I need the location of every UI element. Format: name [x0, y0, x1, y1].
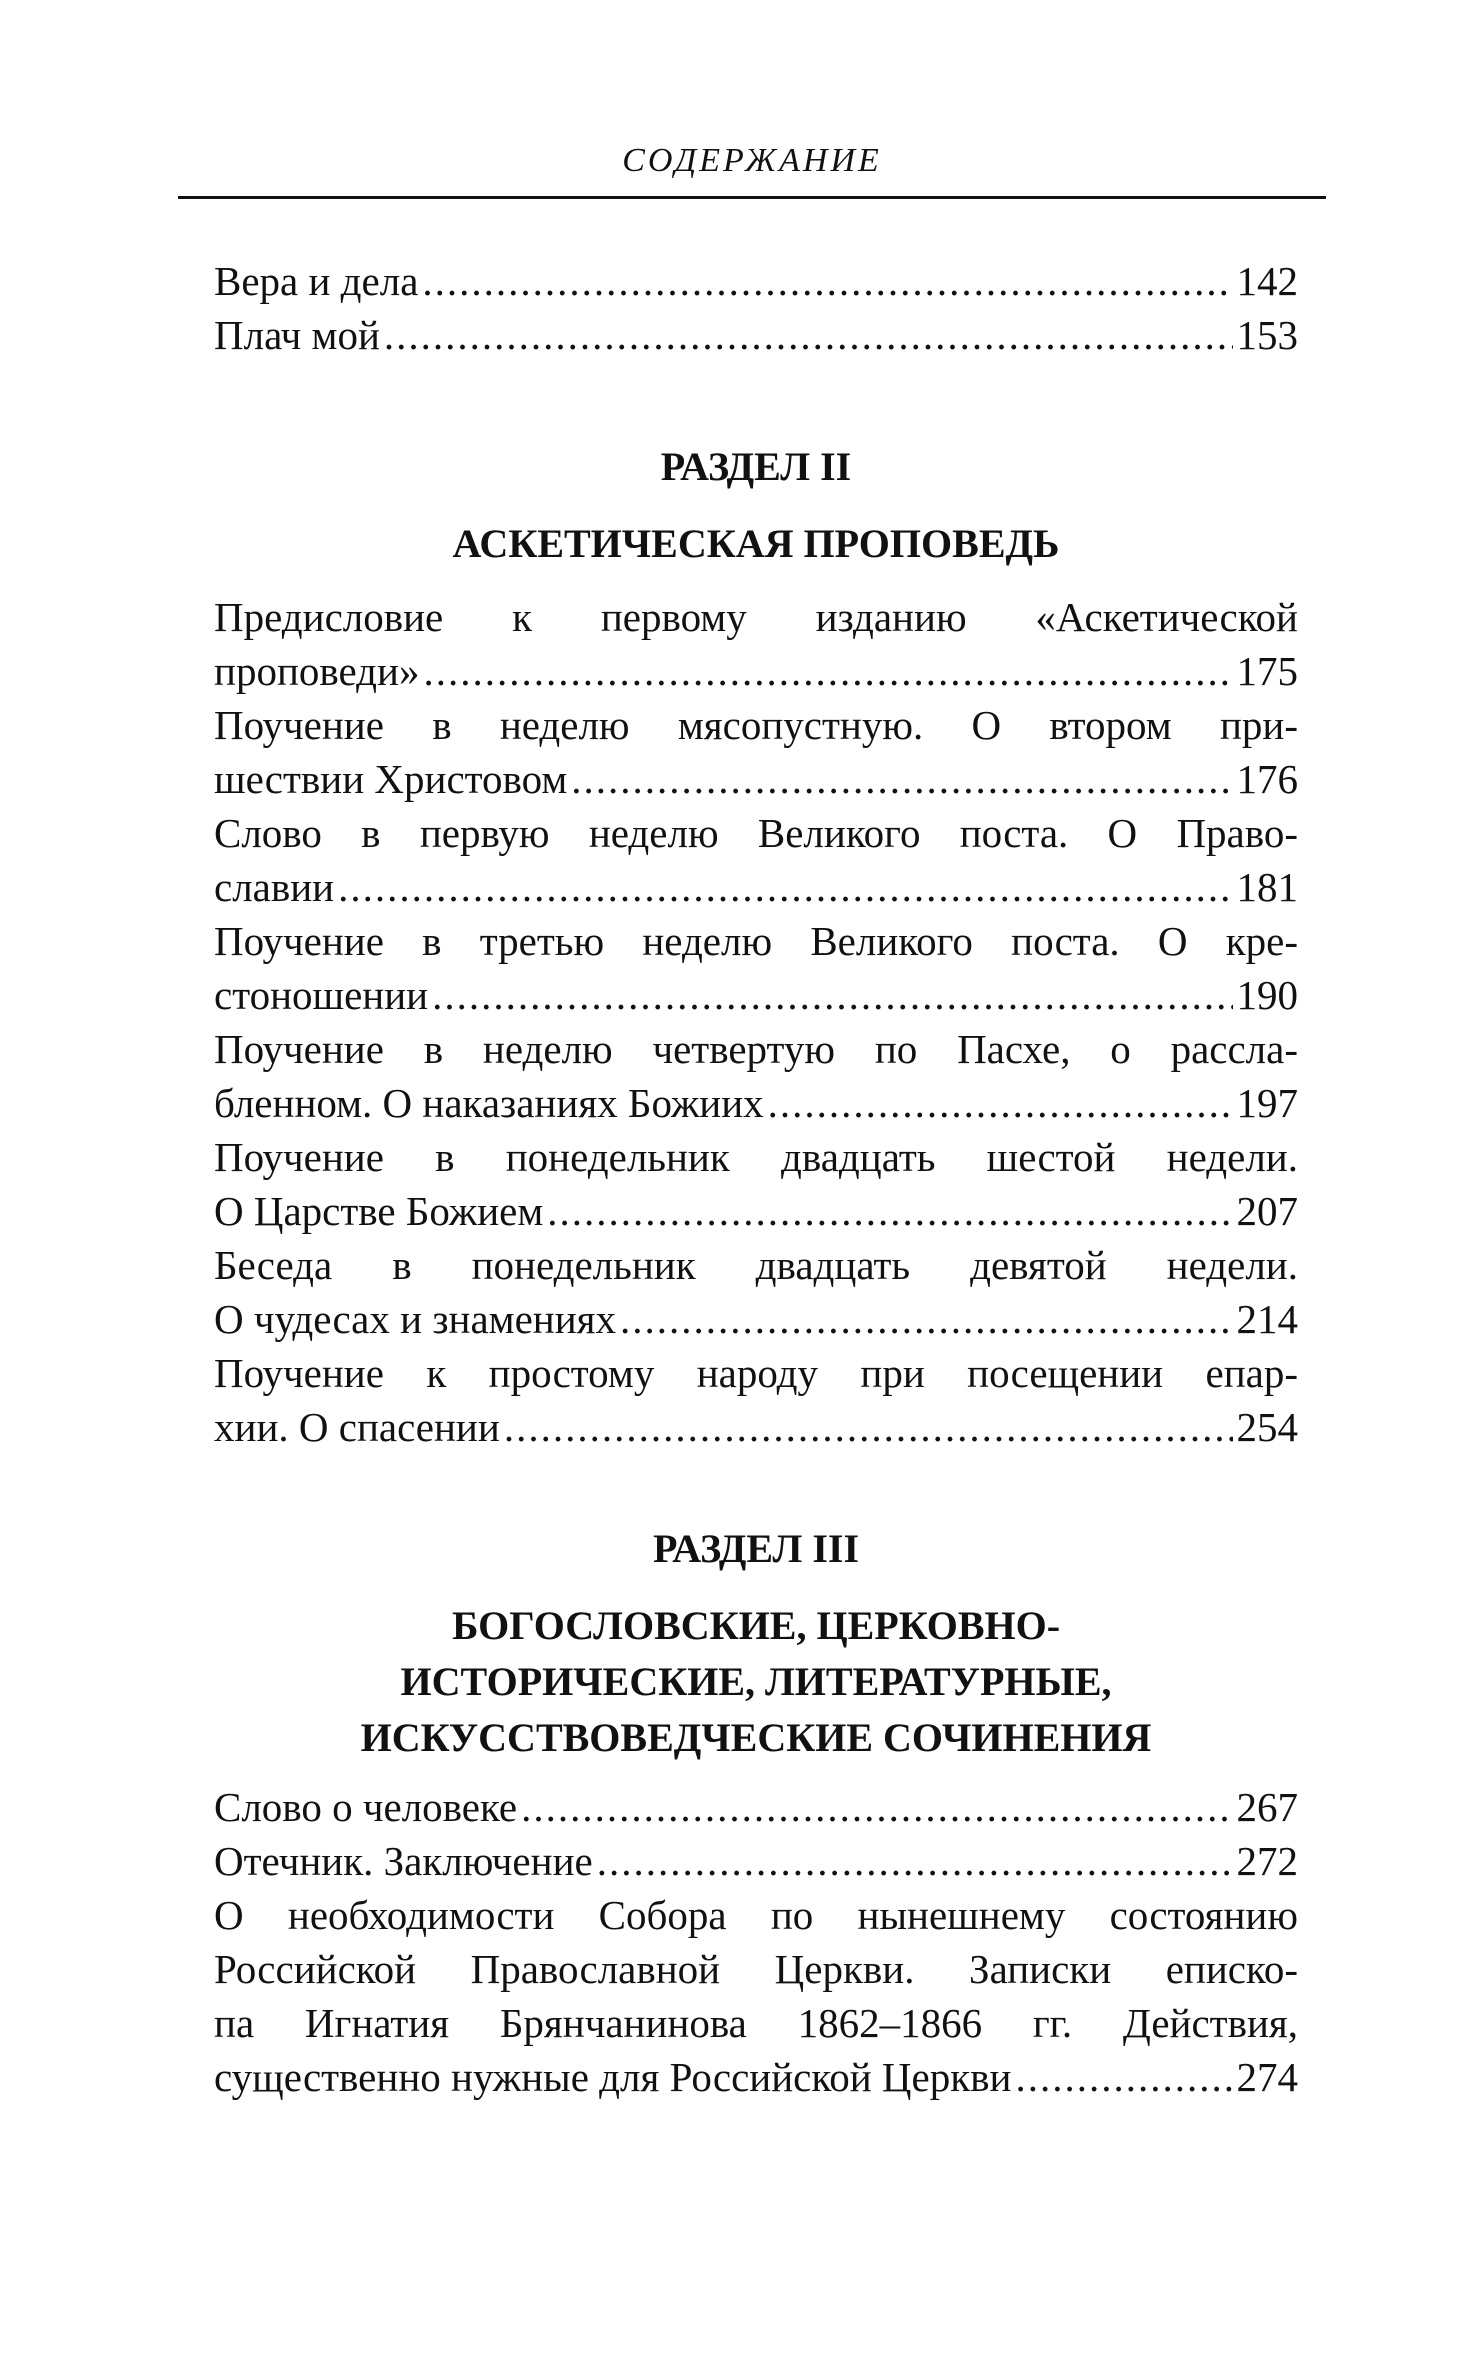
dot-leader [422, 254, 1232, 308]
page-number: 272 [1236, 1838, 1298, 1884]
toc-block-section-3 [214, 1780, 1298, 2104]
toc-entry[interactable] [214, 806, 1298, 914]
toc-entry[interactable] [214, 1130, 1298, 1238]
toc-entry-line: Плач мой ..... 153 [214, 308, 1298, 362]
toc-entry[interactable] [214, 1022, 1298, 1130]
toc-entry-line: Поучение в понедельник двадцать шестой недели. [214, 1134, 1298, 1180]
toc-entry[interactable] [214, 1834, 1298, 1888]
page-number: 176 [1236, 756, 1298, 802]
dot-leader [597, 1834, 1233, 1888]
toc-entry-line: Российской Православной Церкви. Записки еписко- [214, 1946, 1298, 1992]
section-3 [214, 1522, 1298, 1766]
page-number: 274 [1236, 2054, 1298, 2100]
dot-leader [768, 1076, 1233, 1130]
toc-entry-line: Вера и дела ..... 142 [214, 254, 1298, 308]
toc-entry-line: Поучение в третью неделю Великого поста. О кре- [214, 918, 1298, 964]
dot-leader [504, 1400, 1233, 1454]
section-title [214, 1598, 1298, 1766]
page-number: 207 [1236, 1188, 1298, 1234]
toc-entry[interactable] [214, 308, 1298, 362]
page-number: 175 [1236, 648, 1298, 694]
toc-entry-line: хии. О спасении ..... 254 [214, 1400, 1298, 1454]
page-number: 153 [1236, 312, 1298, 358]
toc-entry-line: проповеди» ..... 175 [214, 644, 1298, 698]
dot-leader [1015, 2050, 1232, 2104]
section-2 [214, 440, 1298, 572]
page-number: 181 [1236, 864, 1298, 910]
section-title: АСКЕТИЧЕСКАЯ ПРОПОВЕДЬ [452, 521, 1060, 566]
toc-entry[interactable] [214, 1888, 1298, 2104]
page-number: 197 [1236, 1080, 1298, 1126]
page-number: 254 [1236, 1404, 1298, 1450]
header-rule [178, 196, 1326, 199]
toc-entry-line: Поучение к простому народу при посещении епар- [214, 1350, 1298, 1396]
toc-block-top [214, 254, 1298, 362]
dot-leader [338, 860, 1232, 914]
toc-entry-line: Поучение в неделю четвертую по Пасхе, о рассла- [214, 1026, 1298, 1072]
toc-entry-line: Предисловие к первому изданию «Аскетической [214, 594, 1298, 640]
toc-entry[interactable] [214, 1238, 1298, 1346]
section-title-line: БОГОСЛОВСКИЕ, ЦЕРКОВНО- [451, 1603, 1061, 1648]
dot-leader [521, 1780, 1232, 1834]
toc-entry[interactable] [214, 590, 1298, 698]
toc-entry[interactable] [214, 914, 1298, 1022]
toc-entry-line: существенно нужные для Российской Церкви ..... 274 [214, 2050, 1298, 2104]
toc-entry[interactable] [214, 1780, 1298, 1834]
toc-entry-line: О Царстве Божием ..... 207 [214, 1184, 1298, 1238]
toc-entry[interactable] [214, 254, 1298, 308]
dot-leader [620, 1292, 1232, 1346]
section-title-line: ИСТОРИЧЕСКИЕ, ЛИТЕРАТУРНЫЕ, [400, 1659, 1112, 1704]
section-number: РАЗДЕЛ III [652, 1526, 860, 1571]
page-number: 214 [1236, 1296, 1298, 1342]
toc-entry-line: стоношении ..... 190 [214, 968, 1298, 1022]
toc-entry-line: Отечник. Заключение ..... 272 [214, 1834, 1298, 1888]
toc-entry-line: О необходимости Собора по нынешнему состоянию [214, 1892, 1298, 1938]
toc-entry-line: славии ..... 181 [214, 860, 1298, 914]
toc-block-section-2 [214, 590, 1298, 1454]
toc-entry-line: Слово о человеке ..... 267 [214, 1780, 1298, 1834]
toc-entry-line: бленном. О наказаниях Божиих ..... 197 [214, 1076, 1298, 1130]
toc-entry-line: Слово в первую неделю Великого поста. О Право- [214, 810, 1298, 856]
toc-entry[interactable] [214, 1346, 1298, 1454]
toc-entry-line: шествии Христовом ..... 176 [214, 752, 1298, 806]
toc-entry-line: О чудесах и знамениях ..... 214 [214, 1292, 1298, 1346]
dot-leader [571, 752, 1232, 806]
page-number: 142 [1236, 258, 1298, 304]
toc-entry-line: Поучение в неделю мясопустную. О втором при- [214, 702, 1298, 748]
running-header: СОДЕРЖАНИЕ [622, 142, 882, 179]
dot-leader [384, 308, 1233, 362]
page-number: 190 [1236, 972, 1298, 1018]
toc-entry-line: па Игнатия Брянчанинова 1862–1866 гг. Действия, [214, 2000, 1298, 2046]
section-title-line: ИСКУССТВОВЕДЧЕСКИЕ СОЧИНЕНИЯ [360, 1715, 1152, 1760]
dot-leader [432, 968, 1232, 1022]
page-number: 267 [1236, 1784, 1298, 1830]
dot-leader [547, 1184, 1232, 1238]
toc-entry[interactable] [214, 698, 1298, 806]
dot-leader [423, 644, 1232, 698]
section-number: РАЗДЕЛ II [660, 444, 852, 489]
toc-entry-line: Беседа в понедельник двадцать девятой недели. [214, 1242, 1298, 1288]
